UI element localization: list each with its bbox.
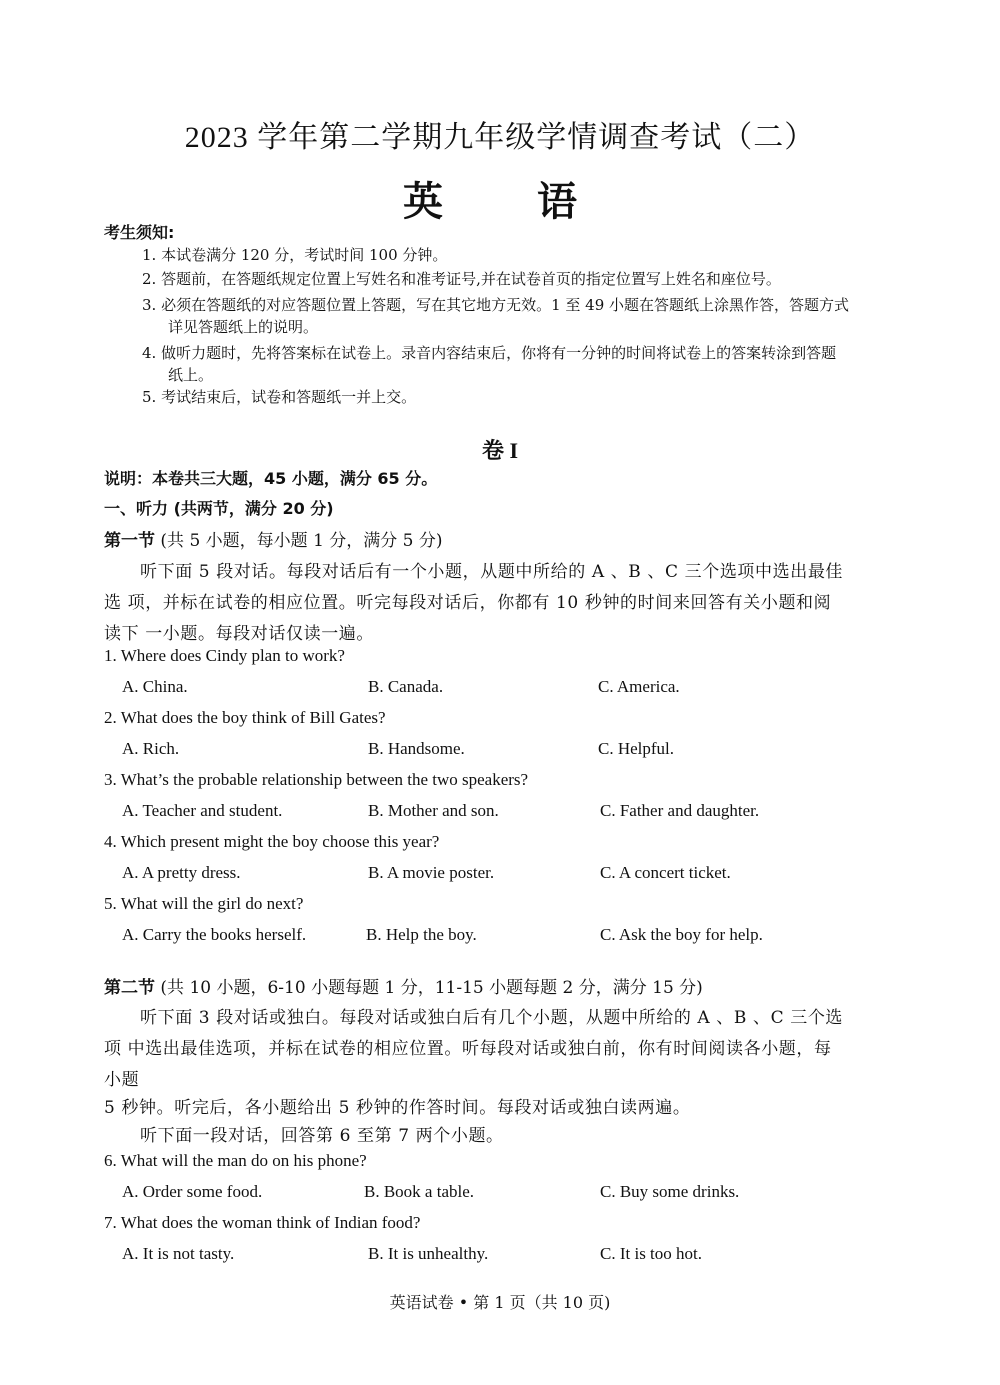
notice-item-continued — [142, 316, 902, 338]
section2-label: 第二节 — [104, 978, 155, 998]
instruction-line: 听下面 3 段对话或独白。每段对话或独白后有几个小题，从题中所给的 A 、B 、C 三个选 — [140, 1008, 844, 1028]
question: 1. Where does Cindy plan to work? — [104, 646, 345, 665]
option-a: A. Order some food. — [122, 1182, 263, 1201]
instruction-line: 读下 一小题。每段对话仅读一遍。 — [104, 624, 375, 644]
volume-description: 说明：本卷共三大题，45 小题，满分 65 分。 — [104, 469, 438, 488]
option-a: A. A pretty dress. — [122, 863, 241, 882]
option-a: A. China. — [122, 677, 188, 696]
notice-item: 2. 答题前，在答题纸规定位置上写姓名和准考证号,并在试卷首页的指定位置写上姓名和座位号。 — [142, 270, 781, 288]
option-b: B. It is unhealthy. — [368, 1244, 489, 1263]
option-c: C. America. — [598, 677, 680, 696]
part-heading-listening: 一、听力 (共两节，满分 20 分) — [104, 499, 334, 518]
section1-instructions — [104, 557, 894, 650]
question: 4. Which present might the boy choose this year? — [104, 832, 440, 851]
notice-item: 5. 考试结束后，试卷和答题纸一并上交。 — [142, 388, 417, 406]
question: 7. What does the woman think of Indian food? — [104, 1213, 421, 1232]
instruction-line: 5 秒钟。听完后，各小题给出 5 秒钟的作答时间。每段对话或独白读两遍。 — [104, 1098, 691, 1118]
option-a: A. Carry the books herself. — [122, 925, 307, 944]
option-b: B. A movie poster. — [368, 863, 495, 882]
page-footer: 英语试卷 • 第 1 页（共 10 页) — [389, 1293, 611, 1312]
subject-title: 英 语 — [403, 178, 617, 225]
question: 3. What’s the probable relationship between the two speakers? — [104, 770, 529, 789]
instruction-line: 小题 — [104, 1070, 140, 1090]
instruction-line: 选 项，并标在试卷的相应位置。听完每段对话后，你都有 10 秒钟的时间来回答有关小题和阅 — [104, 593, 832, 613]
option-a: A. Rich. — [122, 739, 180, 758]
section1-label: 第一节 — [104, 531, 155, 551]
question: 6. What will the man do on his phone? — [104, 1151, 367, 1170]
question: 2. What does the boy think of Bill Gates? — [104, 708, 386, 727]
question: 5. What will the girl do next? — [104, 894, 304, 913]
option-c: C. A concert ticket. — [600, 863, 731, 882]
option-b: B. Handsome. — [368, 739, 465, 758]
option-b: B. Mother and son. — [368, 801, 499, 820]
notice-item-continued — [142, 364, 902, 386]
option-c: C. Ask the boy for help. — [600, 925, 763, 944]
notice-item-cont-text: 纸上。 — [168, 366, 214, 384]
instruction-line: 听下面一段对话，回答第 6 至第 7 两个小题。 — [140, 1126, 504, 1146]
notice-item-cont-text: 详见答题纸上的说明。 — [168, 318, 319, 336]
option-b: B. Canada. — [368, 677, 444, 696]
option-c: C. It is too hot. — [600, 1244, 703, 1263]
section2-instructions — [104, 1003, 894, 1096]
option-c: C. Helpful. — [598, 739, 675, 758]
instruction-line: 听下面 5 段对话。每段对话后有一个小题，从题中所给的 A 、B 、C 三个选项中选出最佳 — [140, 562, 844, 582]
notice-item: 3. 必须在答题纸的对应答题位置上答题，写在其它地方无效。1 至 49 小题在答题纸上涂黑作答，答题方式 — [142, 296, 850, 314]
option-a: A. Teacher and student. — [122, 801, 283, 820]
section2-instructions-cont — [104, 1094, 894, 1150]
option-b: B. Book a table. — [364, 1182, 475, 1201]
notice-item: 1. 本试卷满分 120 分，考试时间 100 分钟。 — [142, 246, 448, 264]
section2-info: (共 10 小题，6-10 小题每题 1 分，11-15 小题每题 2 分，满分 15 分) — [155, 978, 703, 998]
instruction-line: 项 中选出最佳选项，并标在试卷的相应位置。听每段对话或独白前，你有时间阅读各小题，每 — [104, 1039, 832, 1059]
option-b: B. Help the boy. — [366, 925, 477, 944]
option-a: A. It is not tasty. — [122, 1244, 235, 1263]
option-c: C. Buy some drinks. — [600, 1182, 740, 1201]
notice-heading: 考生须知: — [104, 223, 175, 242]
option-c: C. Father and daughter. — [600, 801, 760, 820]
notice-item: 4. 做听力题时，先将答案标在试卷上。录音内容结束后，你将有一分钟的时间将试卷上的答案转涂到答题 — [142, 344, 837, 362]
section1-info: (共 5 小题，每小题 1 分，满分 5 分) — [155, 531, 443, 551]
exam-title: 2023 学年第二学期九年级学情调查考试（二） — [184, 121, 816, 154]
section2-heading — [104, 973, 703, 998]
section1-heading — [104, 526, 443, 551]
volume-heading: 卷 I — [481, 438, 519, 463]
